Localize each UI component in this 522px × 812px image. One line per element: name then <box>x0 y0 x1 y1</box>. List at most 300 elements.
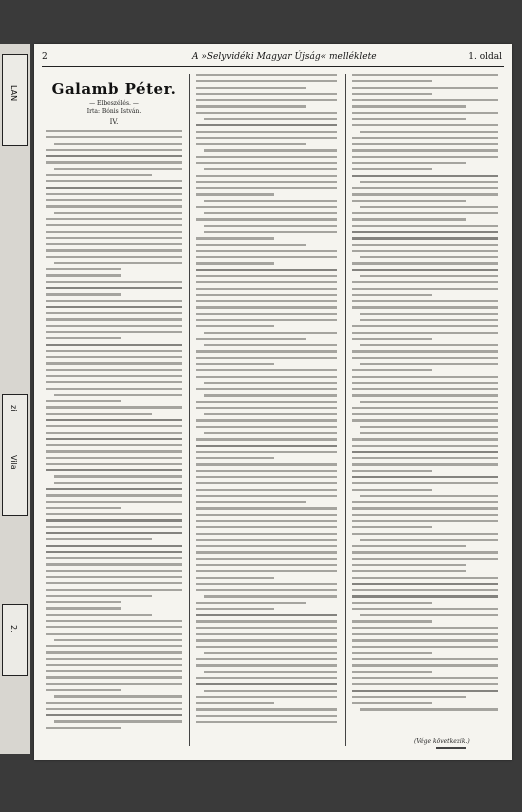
text-line <box>352 332 498 334</box>
text-line <box>352 690 498 692</box>
text-line <box>352 225 498 227</box>
text-line <box>46 614 152 616</box>
running-title: A »Selyvidéki Magyar Újság« melléklete <box>192 52 377 62</box>
text-line <box>352 551 498 553</box>
text-line <box>46 582 182 584</box>
text-line <box>54 212 182 214</box>
text-line <box>352 664 498 666</box>
text-line <box>352 388 498 390</box>
text-line <box>352 564 466 566</box>
text-line <box>352 175 498 177</box>
text-line <box>352 262 498 264</box>
text-line <box>46 268 121 270</box>
text-line <box>352 80 432 82</box>
text-line <box>352 200 466 202</box>
text-line <box>352 74 498 76</box>
text-line <box>46 438 182 440</box>
text-line <box>196 526 337 528</box>
text-line <box>196 262 274 264</box>
text-line <box>196 313 337 315</box>
text-line <box>46 651 182 653</box>
text-line <box>352 652 432 654</box>
text-line <box>352 269 498 271</box>
text-line <box>352 87 498 89</box>
text-line <box>196 539 337 541</box>
text-line <box>196 306 337 308</box>
text-line <box>46 683 182 685</box>
text-line <box>46 463 182 465</box>
text-line <box>46 337 121 339</box>
text-line <box>204 690 337 692</box>
text-line <box>46 312 182 314</box>
text-line <box>352 438 498 440</box>
text-line <box>204 671 337 673</box>
text-line <box>196 495 337 497</box>
text-line <box>196 162 337 164</box>
text-line <box>196 350 337 352</box>
text-line <box>196 639 337 641</box>
text-line <box>352 489 432 491</box>
text-line <box>352 677 498 679</box>
text-line <box>46 180 182 182</box>
text-line <box>196 256 337 258</box>
text-line <box>196 237 274 239</box>
text-line <box>352 683 498 685</box>
text-line <box>196 93 337 95</box>
text-line <box>352 300 498 302</box>
text-line <box>196 708 337 710</box>
text-line <box>204 652 337 654</box>
text-line <box>54 482 182 484</box>
text-line <box>46 388 182 390</box>
text-line <box>196 187 337 189</box>
text-line <box>196 451 337 453</box>
text-line <box>196 533 337 535</box>
story-part: IV. <box>109 118 119 126</box>
text-line <box>46 413 152 415</box>
text-line <box>46 620 182 622</box>
text-line <box>196 325 274 327</box>
ad-fragment: LAN <box>9 85 18 102</box>
text-line <box>352 658 498 660</box>
column-rule <box>189 74 190 746</box>
text-line <box>352 639 498 641</box>
text-line <box>352 470 432 472</box>
story-author: Irta: Bónis István. <box>86 108 142 115</box>
text-line <box>46 306 182 308</box>
text-line <box>196 514 337 516</box>
column-1-text <box>44 130 184 729</box>
text-line <box>46 664 182 666</box>
story-genre: — Elbeszélés. — <box>89 100 139 107</box>
text-line <box>196 369 337 371</box>
text-line <box>196 489 337 491</box>
text-line <box>352 501 498 503</box>
text-line <box>196 275 337 277</box>
newspaper-page <box>34 44 512 760</box>
text-line <box>46 557 182 559</box>
text-line <box>46 187 182 189</box>
text-line <box>196 476 337 478</box>
text-line <box>46 281 182 283</box>
text-line <box>46 545 182 547</box>
text-line <box>352 118 466 120</box>
text-line <box>196 407 337 409</box>
text-line <box>196 470 337 472</box>
text-line <box>46 331 182 333</box>
text-line <box>196 463 337 465</box>
text-line <box>196 438 337 440</box>
text-line <box>196 426 337 428</box>
text-line <box>46 425 182 427</box>
text-line <box>352 187 498 189</box>
text-line <box>196 658 337 660</box>
text-line <box>46 469 182 471</box>
text-line <box>360 539 498 541</box>
text-line <box>352 162 466 164</box>
continuation-note: (Vége következik.) <box>414 738 470 745</box>
ad-fragment: zi <box>9 405 18 412</box>
text-line <box>204 168 337 170</box>
text-line <box>196 124 337 126</box>
text-line <box>196 401 337 403</box>
text-line <box>352 646 498 648</box>
text-line <box>196 105 306 107</box>
text-line <box>196 357 337 359</box>
text-line <box>196 112 337 114</box>
text-line <box>46 633 182 635</box>
ad-box <box>2 394 28 516</box>
text-line <box>196 131 337 133</box>
text-line <box>46 356 182 358</box>
text-line <box>352 382 498 384</box>
text-line <box>46 199 182 201</box>
text-line <box>196 156 337 158</box>
text-line <box>46 375 182 377</box>
text-line <box>352 394 498 396</box>
text-line <box>46 570 182 572</box>
text-line <box>196 137 337 139</box>
text-line <box>46 300 182 302</box>
text-line <box>352 633 498 635</box>
text-line <box>196 363 274 365</box>
text-line <box>46 727 121 729</box>
ad-box <box>2 54 28 146</box>
text-line <box>196 715 337 717</box>
text-line <box>54 143 182 145</box>
story-title: Galamb Péter. <box>51 80 177 98</box>
text-line <box>54 695 182 697</box>
text-line <box>46 607 121 609</box>
text-line <box>196 520 337 522</box>
text-line <box>352 702 432 704</box>
text-line <box>196 577 274 579</box>
text-line <box>46 457 182 459</box>
text-line <box>196 558 337 560</box>
text-line <box>352 526 432 528</box>
text-line <box>352 105 466 107</box>
text-line <box>196 627 337 629</box>
text-line <box>352 620 432 622</box>
text-line <box>46 501 182 503</box>
text-line <box>46 488 182 490</box>
text-line <box>46 670 182 672</box>
text-line <box>46 645 182 647</box>
text-line <box>46 513 182 515</box>
text-line <box>204 149 337 151</box>
text-line <box>46 494 182 496</box>
text-line <box>46 538 152 540</box>
text-line <box>46 532 182 534</box>
text-line <box>196 338 306 340</box>
text-line <box>352 570 466 572</box>
text-line <box>352 350 498 352</box>
text-line <box>360 401 498 403</box>
text-line <box>196 300 337 302</box>
text-line <box>46 576 182 578</box>
text-line <box>204 118 337 120</box>
text-line <box>46 256 182 258</box>
text-line <box>360 313 498 315</box>
text-line <box>46 224 182 226</box>
text-line <box>360 432 498 434</box>
text-line <box>196 507 337 509</box>
text-line <box>196 319 337 321</box>
issue-number: 2 <box>42 52 48 62</box>
text-line <box>46 318 182 320</box>
column-1 <box>44 74 184 746</box>
text-line <box>352 357 498 359</box>
text-line <box>196 269 337 271</box>
text-line <box>196 218 337 220</box>
text-line <box>204 225 337 227</box>
text-line <box>352 602 432 604</box>
text-line <box>352 457 498 459</box>
text-line <box>196 74 337 76</box>
text-line <box>196 664 337 666</box>
text-line <box>352 281 498 283</box>
text-line <box>196 683 337 685</box>
text-line <box>46 249 182 251</box>
text-line <box>352 451 498 453</box>
text-line <box>46 237 182 239</box>
text-line <box>352 156 498 158</box>
text-line <box>352 463 498 465</box>
text-line <box>352 507 498 509</box>
text-line <box>352 514 498 516</box>
text-line <box>352 413 498 415</box>
text-line <box>46 714 182 716</box>
text-line <box>352 369 432 371</box>
text-line <box>46 218 182 220</box>
text-line <box>196 696 337 698</box>
text-line <box>352 608 498 610</box>
text-line <box>46 519 182 521</box>
text-line <box>46 595 152 597</box>
text-line <box>360 495 498 497</box>
text-line <box>46 149 182 151</box>
text-line <box>204 212 337 214</box>
column-3 <box>350 74 500 746</box>
text-line <box>196 445 337 447</box>
text-line <box>204 382 337 384</box>
text-line <box>46 507 121 509</box>
text-line <box>54 394 182 396</box>
text-line <box>196 482 337 484</box>
text-line <box>352 419 498 421</box>
text-line <box>46 325 182 327</box>
text-line <box>46 193 182 195</box>
text-line <box>352 244 498 246</box>
text-line <box>196 87 306 89</box>
text-line <box>46 231 182 233</box>
column-3-text <box>350 74 500 711</box>
text-line <box>46 551 182 553</box>
text-line <box>46 708 182 710</box>
text-line <box>196 677 337 679</box>
text-line <box>46 362 182 364</box>
text-line <box>352 294 432 296</box>
text-line <box>196 614 337 616</box>
text-line <box>46 601 121 603</box>
text-line <box>196 551 337 553</box>
column-2 <box>194 74 339 746</box>
text-line <box>46 400 121 402</box>
text-line <box>352 445 498 447</box>
text-line <box>46 702 182 704</box>
text-line <box>46 293 121 295</box>
text-line <box>46 155 182 157</box>
text-line <box>352 533 498 535</box>
text-line <box>352 583 498 585</box>
text-line <box>46 526 182 528</box>
text-line <box>204 413 337 415</box>
text-line <box>54 168 182 170</box>
text-line <box>204 432 337 434</box>
text-line <box>352 595 498 597</box>
text-line <box>46 419 182 421</box>
text-line <box>360 206 498 208</box>
text-line <box>352 143 498 145</box>
text-line <box>46 344 182 346</box>
text-line <box>196 143 306 145</box>
text-line <box>46 136 182 138</box>
column-rule <box>345 74 346 746</box>
text-line <box>196 583 337 585</box>
text-line <box>54 639 182 641</box>
text-line <box>352 577 498 579</box>
text-line <box>196 646 337 648</box>
text-line <box>360 363 498 365</box>
text-line <box>196 376 337 378</box>
text-line <box>352 696 466 698</box>
text-line <box>196 633 337 635</box>
text-line <box>360 131 498 133</box>
text-line <box>46 589 182 591</box>
text-line <box>46 450 182 452</box>
text-line <box>46 406 182 408</box>
text-line <box>204 231 337 233</box>
end-rule <box>436 747 466 749</box>
text-line <box>204 200 337 202</box>
text-line <box>196 181 337 183</box>
text-line <box>54 720 182 722</box>
text-line <box>196 419 337 421</box>
text-line <box>196 193 274 195</box>
text-line <box>352 476 498 478</box>
text-line <box>352 93 432 95</box>
text-line <box>204 332 337 334</box>
page-header <box>42 52 504 67</box>
text-line <box>352 112 498 114</box>
text-line <box>352 212 498 214</box>
text-line <box>196 570 337 572</box>
text-line <box>46 626 182 628</box>
text-line <box>360 344 498 346</box>
text-line <box>352 124 498 126</box>
column-2-text <box>194 74 339 723</box>
text-line <box>352 149 498 151</box>
text-line <box>46 161 182 163</box>
text-line <box>196 244 306 246</box>
text-line <box>196 175 337 177</box>
text-line <box>46 205 182 207</box>
text-line <box>196 388 337 390</box>
text-line <box>352 376 498 378</box>
text-line <box>352 193 498 195</box>
text-line <box>360 256 498 258</box>
text-line <box>352 558 498 560</box>
text-line <box>196 620 337 622</box>
text-line <box>196 602 306 604</box>
text-line <box>46 676 182 678</box>
text-line <box>352 231 498 233</box>
text-line <box>196 288 337 290</box>
text-line <box>196 545 337 547</box>
text-line <box>196 501 306 503</box>
text-line <box>46 130 182 132</box>
text-line <box>204 344 337 346</box>
text-line <box>196 608 274 610</box>
ad-box <box>2 604 28 676</box>
text-line <box>352 520 498 522</box>
text-line <box>46 381 182 383</box>
text-line <box>196 721 337 723</box>
ad-fragment: Vila <box>9 455 18 470</box>
text-line <box>352 482 498 484</box>
text-line <box>46 563 182 565</box>
text-line <box>352 545 466 547</box>
text-line <box>360 614 498 616</box>
text-line <box>54 262 182 264</box>
text-line <box>46 274 121 276</box>
text-line <box>204 394 337 396</box>
page-number: 1. oldal <box>468 52 502 62</box>
text-line <box>196 250 337 252</box>
text-line <box>204 595 337 597</box>
text-line <box>360 708 498 710</box>
text-line <box>352 137 498 139</box>
text-line <box>352 250 498 252</box>
adjacent-page-strip <box>0 44 30 754</box>
text-line <box>360 426 498 428</box>
text-line <box>196 564 337 566</box>
ad-fragment: 2. <box>9 625 18 633</box>
text-line <box>352 237 498 239</box>
text-line <box>360 181 498 183</box>
text-line <box>352 288 498 290</box>
text-line <box>360 275 498 277</box>
